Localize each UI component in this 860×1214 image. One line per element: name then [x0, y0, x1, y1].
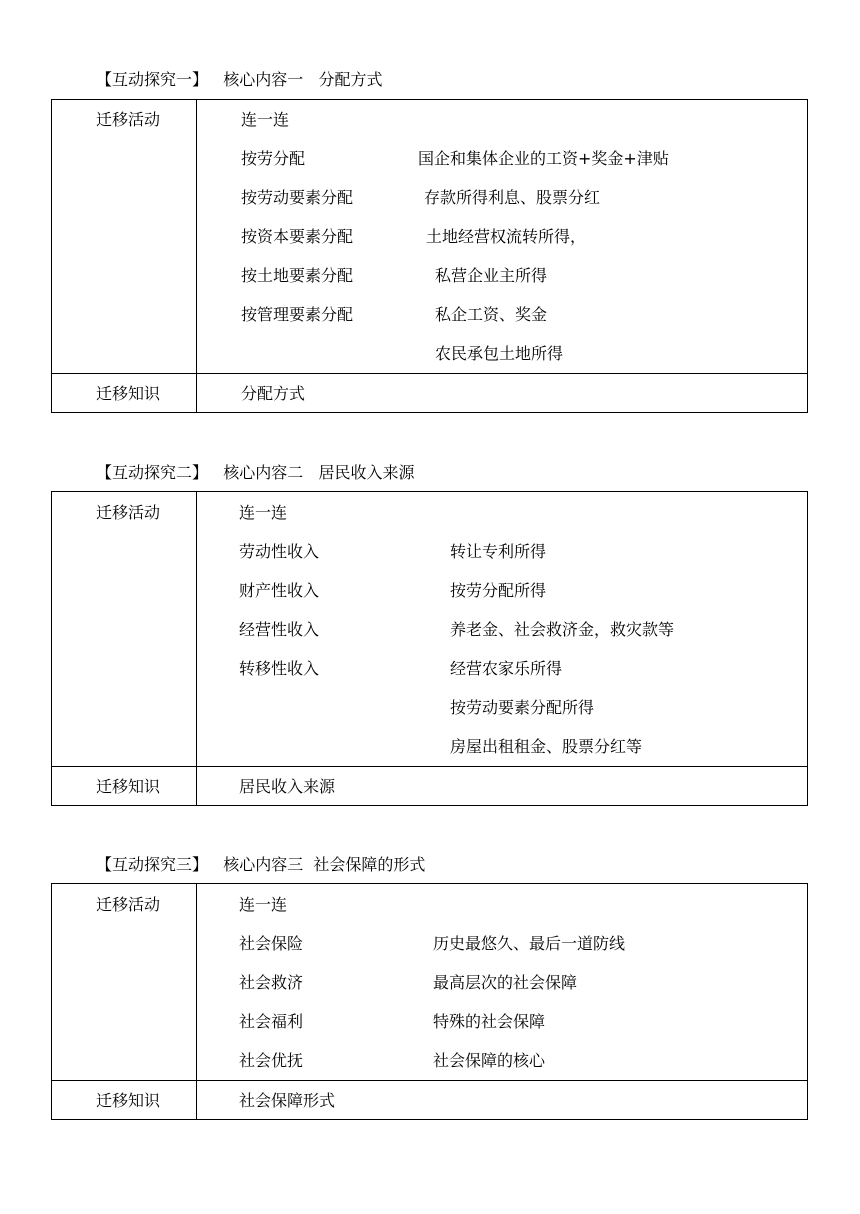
left-item: 按劳动要素分配	[241, 188, 354, 207]
activity-title: 连一连	[239, 503, 288, 522]
right-item: 转让专利所得	[450, 542, 547, 561]
activity-label: 迁移活动	[96, 503, 161, 522]
section-1-table	[51, 99, 808, 413]
knowledge-value: 社会保障形式	[239, 1091, 336, 1110]
left-item: 按管理要素分配	[241, 305, 354, 324]
activity-label: 迁移活动	[96, 895, 161, 914]
knowledge-label: 迁移知识	[96, 1091, 161, 1110]
right-item: 按劳分配所得	[450, 581, 547, 600]
section-3-heading: 【互动探究三】 核心内容三 社会保障的形式	[96, 855, 426, 874]
row-divider	[52, 766, 807, 767]
right-item: 国企和集体企业的工资+奖金+津贴	[418, 149, 669, 168]
left-item: 按资本要素分配	[241, 227, 354, 246]
right-item: 私营企业主所得	[435, 266, 548, 285]
knowledge-value: 居民收入来源	[239, 777, 336, 796]
column-divider	[196, 884, 197, 1119]
section-1-heading: 【互动探究一】 核心内容一 分配方式	[96, 70, 383, 89]
activity-label: 迁移活动	[96, 110, 161, 129]
right-item: 社会保障的核心	[433, 1051, 546, 1070]
right-item: 历史最悠久、最后一道防线	[433, 934, 626, 953]
left-item: 社会优抚	[239, 1051, 304, 1070]
right-item: 特殊的社会保障	[433, 1012, 546, 1031]
knowledge-label: 迁移知识	[96, 384, 161, 403]
right-item: 私企工资、奖金	[435, 305, 548, 324]
left-item: 转移性收入	[239, 659, 320, 678]
activity-title: 连一连	[241, 110, 290, 129]
right-item: 土地经营权流转所得，	[426, 227, 587, 246]
left-item: 劳动性收入	[239, 542, 320, 561]
right-item: 房屋出租租金、股票分红等	[450, 737, 643, 756]
left-item: 按土地要素分配	[241, 266, 354, 285]
left-item: 按劳分配	[241, 149, 306, 168]
section-3-table	[51, 883, 808, 1120]
right-item: 经营农家乐所得	[450, 659, 563, 678]
section-2-heading: 【互动探究二】 核心内容二 居民收入来源	[96, 463, 415, 482]
right-item: 存款所得利息、股票分红	[424, 188, 601, 207]
right-item: 按劳动要素分配所得	[450, 698, 595, 717]
left-item: 社会救济	[239, 973, 304, 992]
section-2-table	[51, 491, 808, 806]
right-item: 农民承包土地所得	[435, 344, 564, 363]
left-item: 财产性收入	[239, 581, 320, 600]
knowledge-label: 迁移知识	[96, 777, 161, 796]
column-divider	[196, 100, 197, 412]
right-item: 养老金、社会救济金，救灾款等	[450, 620, 675, 639]
knowledge-value: 分配方式	[241, 384, 306, 403]
activity-title: 连一连	[239, 895, 288, 914]
right-item: 最高层次的社会保障	[433, 973, 578, 992]
row-divider	[52, 1080, 807, 1081]
row-divider	[52, 373, 807, 374]
left-item: 经营性收入	[239, 620, 320, 639]
column-divider	[196, 492, 197, 805]
left-item: 社会保险	[239, 934, 304, 953]
left-item: 社会福利	[239, 1012, 304, 1031]
